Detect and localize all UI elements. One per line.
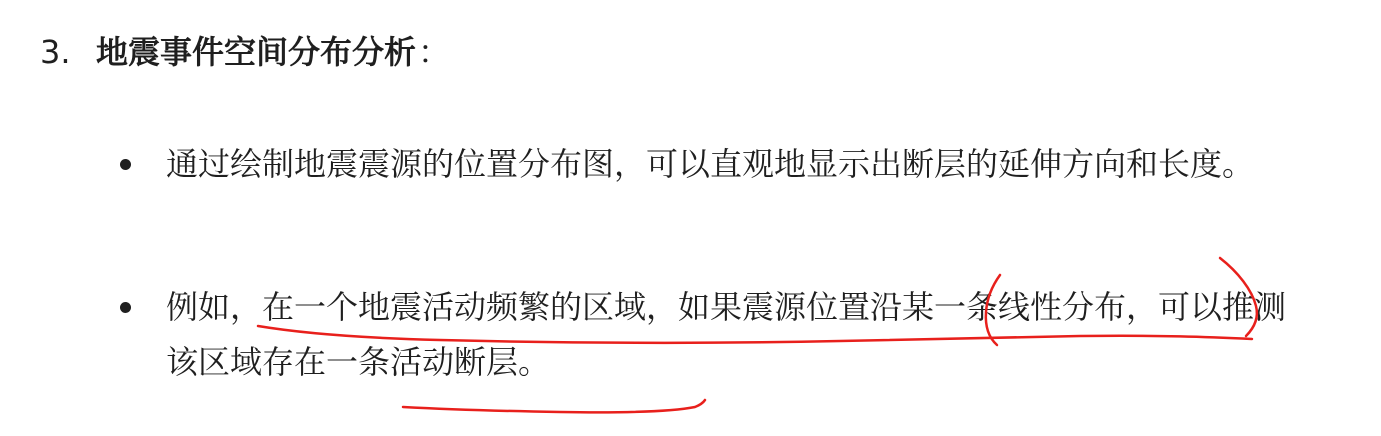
red-underline-line2 [403,400,705,412]
section-title: 地震事件空间分布分析 [96,33,417,71]
bullet-text: 例如，在一个地震活动频繁的区域，如果震源位置沿某一条线性分布，可以推测该区域存在一条活动断层。 [166,288,1287,381]
list-item [120,137,1320,192]
list-item [120,280,1320,390]
section-heading [40,22,450,82]
section-colon: ： [418,33,451,71]
bullet-dot-icon [120,302,131,313]
bullet-dot-icon [120,159,131,170]
bullet-text: 通过绘制地震震源的位置分布图，可以直观地显示出断层的延伸方向和长度。 [166,145,1255,183]
section-number: 3. [40,33,71,71]
